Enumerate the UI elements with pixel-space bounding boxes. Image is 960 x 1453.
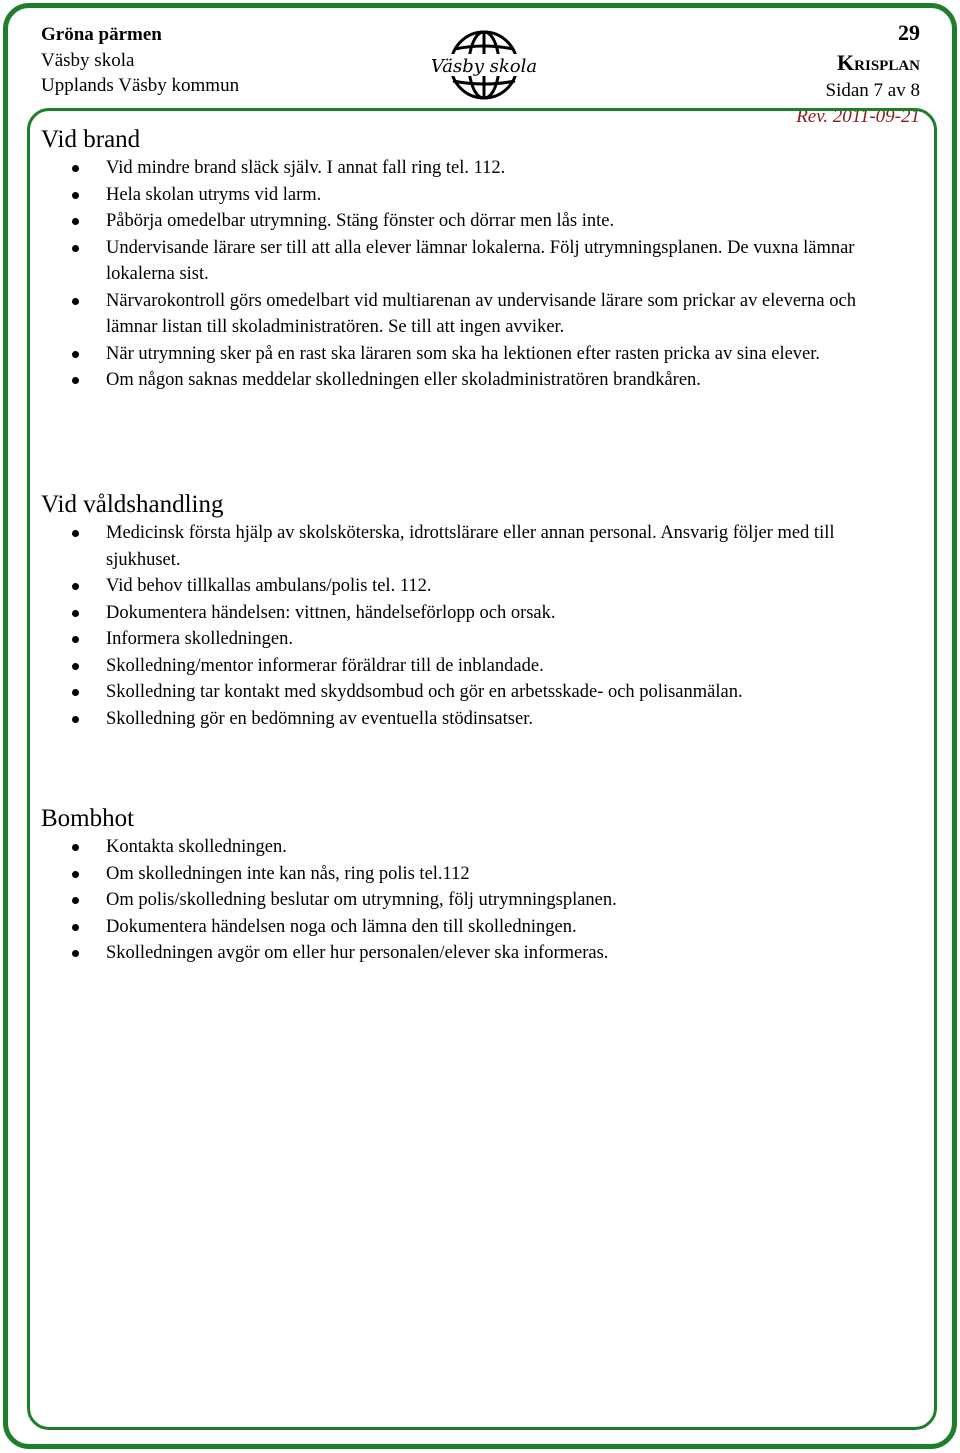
bullet-icon bbox=[72, 871, 79, 878]
list-item: Om polis/skolledning beslutar om utrymning, följ utrymningsplanen. bbox=[41, 887, 911, 914]
bullet-icon bbox=[72, 530, 79, 537]
bullet-icon bbox=[72, 351, 79, 358]
list-item: Påbörja omedelbar utrymning. Stäng fönster och dörrar men lås inte. bbox=[41, 208, 911, 235]
list-item: Undervisande lärare ser till att alla elever lämnar lokalerna. Följ utrymningsplanen. De vuxna lämnar lokalerna sist. bbox=[41, 235, 911, 288]
bullet-list bbox=[41, 834, 911, 967]
bullet-list bbox=[41, 155, 911, 394]
bullet-icon bbox=[72, 245, 79, 252]
bullet-icon bbox=[72, 583, 79, 590]
section-heading: Bombhot bbox=[41, 805, 135, 832]
list-item: Skolledning/mentor informerar föräldrar till de inblandade. bbox=[41, 653, 911, 680]
list-item: Dokumentera händelsen: vittnen, händelseförlopp och orsak. bbox=[41, 600, 911, 627]
list-item: Kontakta skolledningen. bbox=[41, 834, 911, 861]
binder-title: Gröna pärmen bbox=[41, 24, 162, 45]
list-item: Vid behov tillkallas ambulans/polis tel. 112. bbox=[41, 573, 911, 600]
list-item: Medicinsk första hjälp av skolsköterska, idrottslärare eller annan personal. Ansvarig följer med till sjukhuset. bbox=[41, 520, 911, 573]
bullet-icon bbox=[72, 610, 79, 617]
municipality-name: Upplands Väsby kommun bbox=[41, 75, 240, 96]
bullet-icon bbox=[72, 165, 79, 172]
document-title bbox=[796, 18, 920, 78]
header-left bbox=[41, 22, 239, 99]
bullet-icon bbox=[72, 689, 79, 696]
bullet-icon bbox=[72, 377, 79, 384]
page-number: Sidan 7 av 8 bbox=[825, 80, 920, 101]
section-fire bbox=[41, 125, 911, 394]
document-name: Krisplan bbox=[837, 50, 920, 75]
list-item: Skolledning gör en bedömning av eventuella stödinsatser. bbox=[41, 706, 911, 733]
document-number: 29 bbox=[898, 20, 920, 45]
list-item: När utrymning sker på en rast ska läraren som ska ha lektionen efter rasten pricka av sina elever. bbox=[41, 341, 911, 368]
section-violence bbox=[41, 490, 911, 732]
revision-date: Rev. 2011-09-21 bbox=[796, 106, 920, 127]
bullet-icon bbox=[72, 298, 79, 305]
bullet-icon bbox=[72, 950, 79, 957]
list-item: Dokumentera händelsen noga och lämna den till skolledningen. bbox=[41, 914, 911, 941]
bullet-list bbox=[41, 520, 911, 732]
bullet-icon bbox=[72, 636, 79, 643]
list-item: Skolledningen avgör om eller hur personalen/elever ska informeras. bbox=[41, 940, 911, 967]
section-bomb-threat bbox=[41, 804, 911, 967]
bullet-icon bbox=[72, 897, 79, 904]
list-item: Skolledning tar kontakt med skyddsombud och gör en arbetsskade- och polisanmälan. bbox=[41, 679, 911, 706]
bullet-icon bbox=[72, 844, 79, 851]
school-name: Väsby skola bbox=[41, 49, 135, 71]
logo-text: Väsby skola bbox=[430, 56, 538, 77]
list-item: Närvarokontroll görs omedelbart vid multiarenan av undervisande lärare som prickar av eleverna och lämnar listan till skoladministratören. Se till att ingen avviker. bbox=[41, 288, 911, 341]
bullet-icon bbox=[72, 218, 79, 225]
list-item: Hela skolan utryms vid larm. bbox=[41, 182, 911, 209]
list-item: Om någon saknas meddelar skolledningen eller skoladministratören brandkåren. bbox=[41, 367, 911, 394]
list-item: Informera skolledningen. bbox=[41, 626, 911, 653]
section-heading: Vid brand bbox=[41, 126, 141, 153]
section-heading: Vid våldshandling bbox=[41, 491, 224, 518]
bullet-icon bbox=[72, 716, 79, 723]
list-item: Om skolledningen inte kan nås, ring polis tel.112 bbox=[41, 861, 911, 888]
page-header bbox=[0, 0, 960, 127]
bullet-icon bbox=[72, 924, 79, 931]
list-item: Vid mindre brand släck själv. I annat fall ring tel. 112. bbox=[41, 155, 911, 182]
school-logo bbox=[428, 25, 540, 103]
bullet-icon bbox=[72, 663, 79, 670]
bullet-icon bbox=[72, 192, 79, 199]
